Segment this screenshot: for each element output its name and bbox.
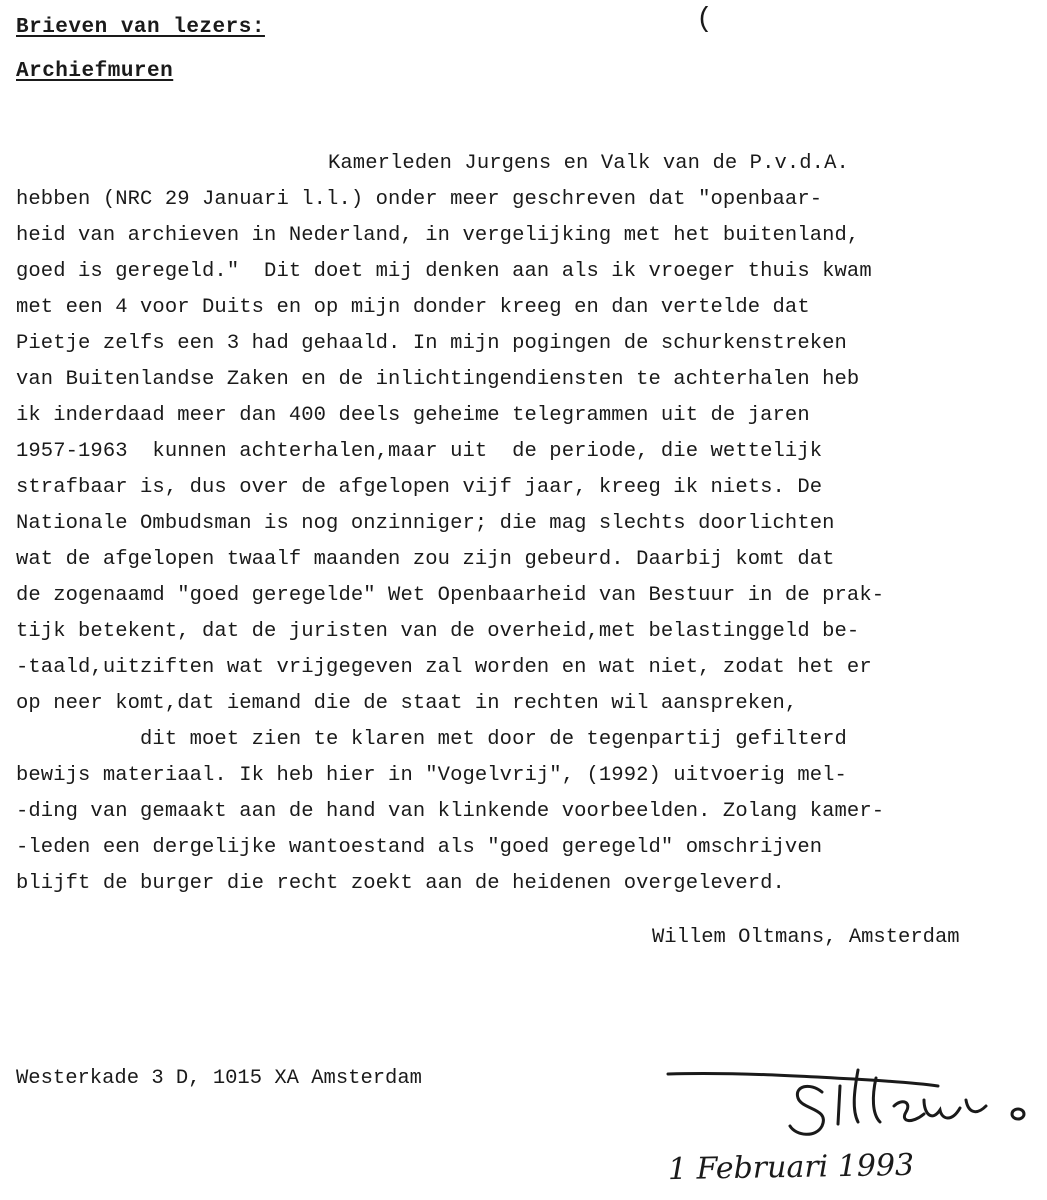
body-line: goed is geregeld." Dit doet mij denken aan als ik vroeger thuis kwam xyxy=(16,260,872,283)
body-line: wat de afgelopen twaalf maanden zou zijn gebeurd. Daarbij komt dat xyxy=(16,548,835,571)
body-line: tijk betekent, dat de juristen van de overheid,met belastinggeld be- xyxy=(16,620,860,643)
sender-address: Westerkade 3 D, 1015 XA Amsterdam xyxy=(16,1067,422,1090)
handwritten-date: 1 Februari 1993 xyxy=(667,1147,915,1188)
body-line: Pietje zelfs een 3 had gehaald. In mijn pogingen de schurkenstreken xyxy=(16,332,847,355)
body-line: van Buitenlandse Zaken en de inlichtingendiensten te achterhalen heb xyxy=(16,368,860,391)
section-heading: Brieven van lezers: xyxy=(16,16,265,39)
handwritten-signature xyxy=(662,1052,1042,1142)
body-line: hebben (NRC 29 Januari l.l.) onder meer geschreven dat "openbaar- xyxy=(16,188,823,211)
margin-mark: ( xyxy=(696,4,713,35)
letter-title: Archiefmuren xyxy=(16,60,174,83)
body-line: op neer komt,dat iemand die de staat in rechten wil aanspreken, xyxy=(16,692,798,715)
body-line: Kamerleden Jurgens en Valk van de P.v.d.A. xyxy=(328,152,849,175)
body-line: Nationale Ombudsman is nog onzinniger; die mag slechts doorlichten xyxy=(16,512,835,535)
body-line: strafbaar is, dus over de afgelopen vijf jaar, kreeg ik niets. De xyxy=(16,476,823,499)
body-line: blijft de burger die recht zoekt aan de heidenen overgeleverd. xyxy=(16,872,785,895)
letter-body xyxy=(16,146,1046,902)
body-line: 1957-1963 kunnen achterhalen,maar uit de periode, die wettelijk xyxy=(16,440,823,463)
body-line: -leden een dergelijke wantoestand als "goed geregeld" omschrijven xyxy=(16,836,823,859)
body-line: -taald,uitziften wat vrijgegeven zal worden en wat niet, zodat het er xyxy=(16,656,872,679)
body-line: ik inderdaad meer dan 400 deels geheime telegrammen uit de jaren xyxy=(16,404,810,427)
body-line: heid van archieven in Nederland, in vergelijking met het buitenland, xyxy=(16,224,860,247)
body-line: de zogenaamd "goed geregelde" Wet Openbaarheid van Bestuur in de prak- xyxy=(16,584,885,607)
body-line: -ding van gemaakt aan de hand van klinkende voorbeelden. Zolang kamer- xyxy=(16,800,885,823)
body-line: bewijs materiaal. Ik heb hier in "Vogelvrij", (1992) uitvoerig mel- xyxy=(16,764,847,787)
body-line: met een 4 voor Duits en op mijn donder kreeg en dan vertelde dat xyxy=(16,296,810,319)
signoff: Willem Oltmans, Amsterdam xyxy=(652,926,960,949)
body-line: dit moet zien te klaren met door de tegenpartij gefilterd xyxy=(16,728,847,751)
